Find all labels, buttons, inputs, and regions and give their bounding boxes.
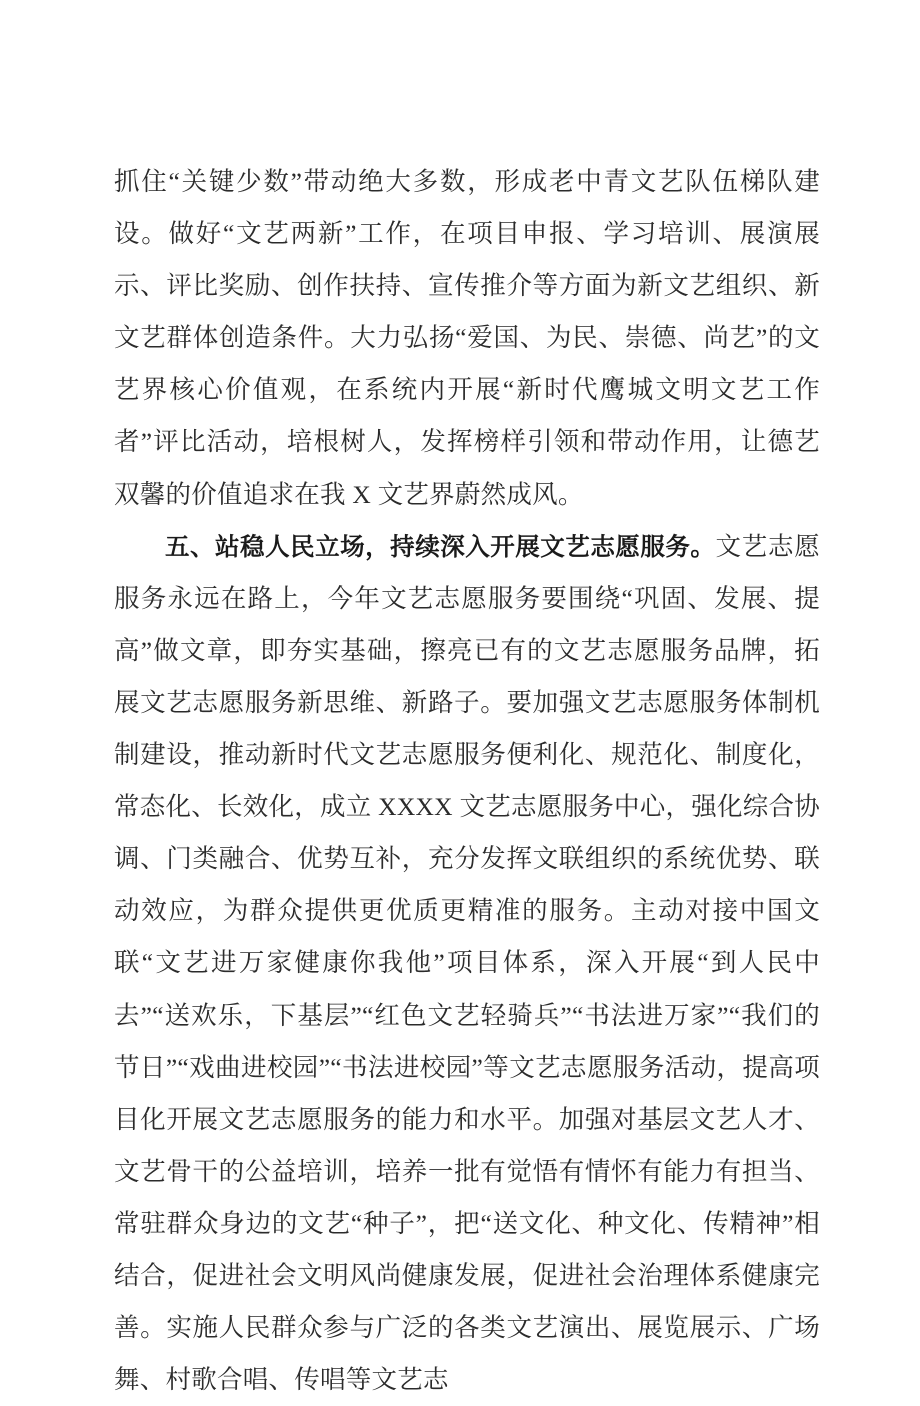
document-text-block [114,156,820,1406]
paragraph-section-five [114,521,820,1406]
paragraph-continuation: 抓住“关键少数”带动绝大多数，形成老中青文艺队伍梯队建设。做好“文艺两新”工作，在项目申报、学习培训、展演展示、评比奖励、创作扶持、宣传推介等方面为新文艺组织、新文艺群体创造条件。大力弘扬“爱国、为民、崇德、尚艺”的文艺界核心价值观，在系统内开展“新时代鹰城文明文艺工作者”评比活动，培根树人，发挥榜样引领和带动作用，让德艺双馨的价值追求在我 X 文艺界蔚然成风。 [114,167,820,509]
section-heading-five: 五、站稳人民立场，持续深入开展文艺志愿服务。 [165,531,716,561]
section-five-body-text: 文艺志愿服务永远在路上，今年文艺志愿服务要围绕“巩固、发展、提高”做文章，即夯实基础，擦亮已有的文艺志愿服务品牌，拓展文艺志愿服务新思维、新路子。要加强文艺志愿服务体制机制建设，推动新时代文艺志愿服务便利化、规范化、制度化，常态化、长效化，成立 XXXX 文艺志愿服务中心，强化综合协调、门类融合、优势互补，充分发挥文联组织的系统优势、联动效应，为群众提供更优质更精准的服务。主动对接中国文联“文艺进万家健康你我他”项目体系，深入开展“到人民中去”“送欢乐，下基层”“红色文艺轻骑兵”“书法进万家”“我们的节日”“戏曲进校园”“书法进校园”等文艺志愿服务活动，提高项目化开展文艺志愿服务的能力和水平。加强对基层文艺人才、文艺骨干的公益培训，培养一批有觉悟有情怀有能力有担当、常驻群众身边的文艺“种子”，把“送文化、种文化、传精神”相结合，促进社会文明风尚健康发展，促进社会治理体系健康完善。实施人民群众参与广泛的各类文艺演出、展览展示、广场舞、村歌合唱、传唱等文艺志 [114,531,820,1395]
